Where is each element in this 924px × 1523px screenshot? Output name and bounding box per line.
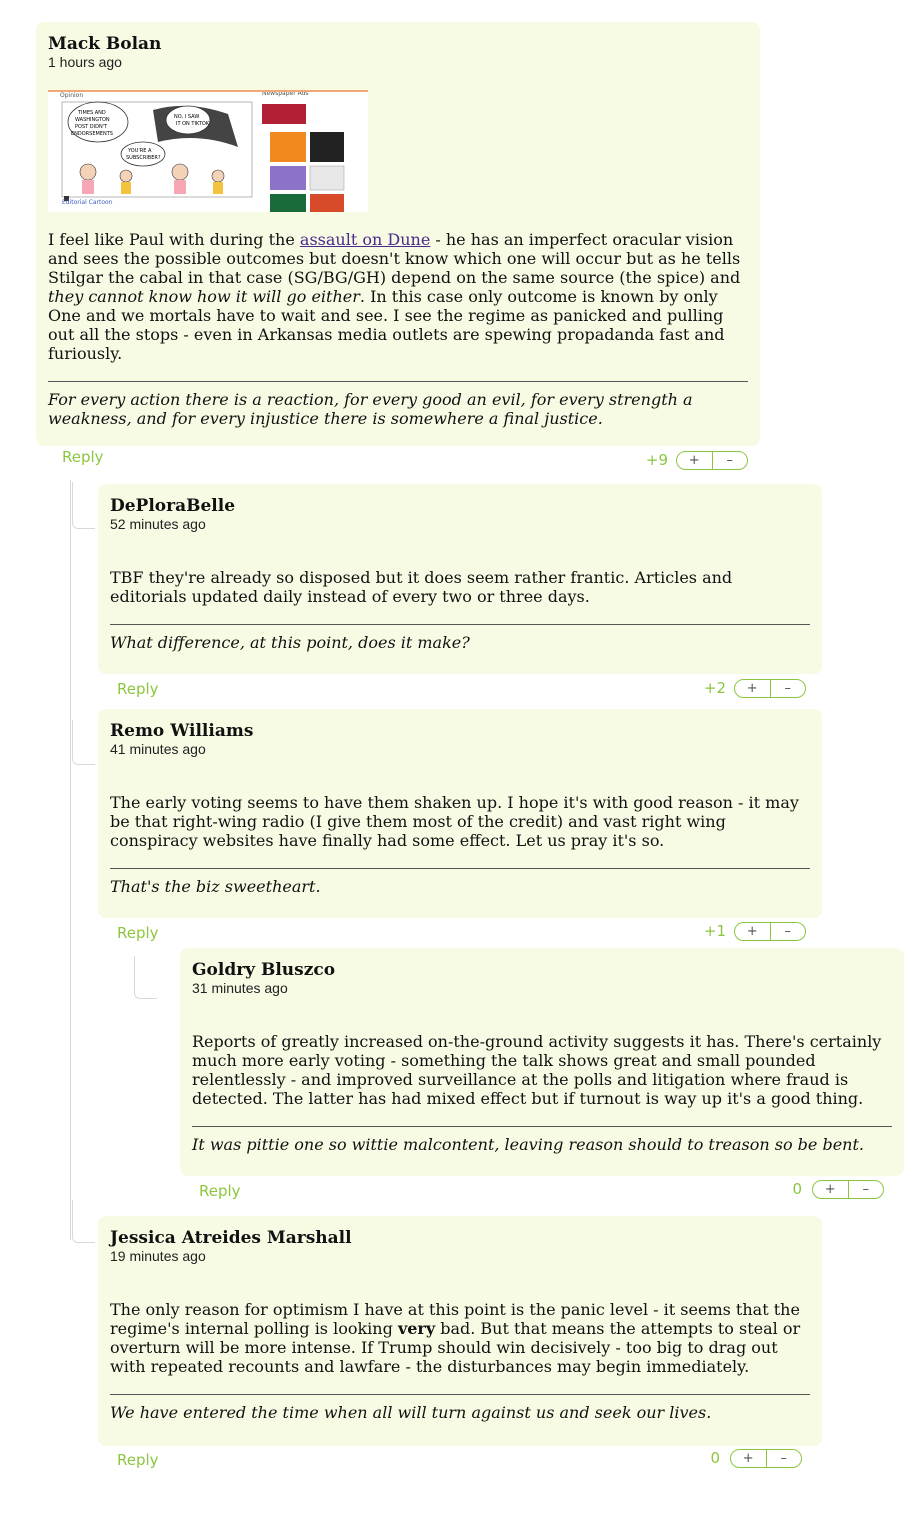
comment-link[interactable]: assault on Dune <box>299 230 431 249</box>
svg-text:YOU'RE A: YOU'RE A <box>128 148 152 154</box>
comment-timestamp: 1 hours ago <box>48 54 122 70</box>
thread-elbow <box>72 1200 95 1243</box>
comment-body: Reports of greatly increased on-the-ground activity suggests it has. There's certainly much more early voting - something the talk shows great and small pounded relentlessly - and improved surveillance at the polls and litigation where fraud is detected. The latter has had mixed effect but if turnout is way up it's a good thing. <box>192 1032 882 1108</box>
upvote-button[interactable]: + <box>688 453 700 468</box>
svg-text:Editorial Cartoon: Editorial Cartoon <box>62 199 113 206</box>
upvote-button[interactable]: + <box>742 1451 754 1466</box>
svg-text:SUBSCRIBER?: SUBSCRIBER? <box>126 155 161 161</box>
vote-controls <box>734 922 806 941</box>
vote-score: +2 <box>703 679 726 697</box>
vote-score: 0 <box>710 1449 720 1467</box>
comment <box>98 709 822 918</box>
comment-body: TBF they're already so disposed but it does seem rather frantic. Articles and editorials updated daily instead of every two or three days. <box>110 568 733 606</box>
svg-text:NO, I SAW: NO, I SAW <box>174 114 200 120</box>
comment-body: The early voting seems to have them shaken up. I hope it's with good reason - it may be that right-wing radio (I give them most of the credit) and vast right wing conspiracy websites have finally had some effect. Let us pray it's so. <box>110 793 799 850</box>
thread-line-main <box>70 480 71 1240</box>
comment-timestamp: 31 minutes ago <box>192 980 288 996</box>
comment <box>36 22 760 446</box>
comment-body: The only reason for optimism I have at this point is the panic level - it seems that the regime's internal polling is looking very bad. But that means the attempts to steal or overturn will be more intense. If Trump should win decisively - too big to drag out with repeated recounts and lawfare - the disturbances may begin immediately. <box>110 1300 801 1376</box>
comment-signature: It was pittie one so wittie malcontent, leaving reason should to treason so be bent. <box>192 1126 892 1154</box>
comment-body: I feel like Paul with during the assault on Dune - he has an imperfect oracular vision and sees the possible outcomes but doesn't know which one will occur but as he tells Stilgar the cabal in that case (SG/BG/GH) depend on the same source (the spice) and they cannot know how it will go either. In this case only outcome is known by only One and we mortals have to wait and see. I see the regime as panicked and pulling out all the stops - even in Arkansas media outlets are spewing propadanda fast and furiously. <box>48 230 741 363</box>
reply-button[interactable]: Reply <box>117 1451 159 1469</box>
comment-author[interactable]: Mack Bolan <box>48 34 162 54</box>
downvote-button[interactable]: – <box>770 680 806 697</box>
cartoon-image <box>48 92 368 212</box>
vote-controls <box>676 451 748 470</box>
reply-button[interactable]: Reply <box>117 680 159 698</box>
downvote-button[interactable]: – <box>766 1450 802 1467</box>
comment-author[interactable]: Goldry Bluszco <box>192 960 336 980</box>
comment-signature: That's the biz sweetheart. <box>110 868 810 896</box>
comment-image[interactable] <box>48 90 368 212</box>
thread-elbow <box>72 482 95 529</box>
comment-signature: We have entered the time when all will turn against us and seek our lives. <box>110 1394 810 1422</box>
comment <box>180 948 904 1176</box>
comment-signature: For every action there is a reaction, for every good an evil, for every strength a weakness, and for every injustice there is somewhere a final justice. <box>48 381 748 428</box>
svg-text:ENDORSEMENTS: ENDORSEMENTS <box>71 131 113 137</box>
vote-controls <box>730 1449 802 1468</box>
comment-author[interactable]: Jessica Atreides Marshall <box>110 1228 352 1248</box>
comment-author[interactable]: Remo Williams <box>110 721 254 741</box>
comment-author[interactable]: DePloraBelle <box>110 496 236 516</box>
vote-controls <box>734 679 806 698</box>
downvote-button[interactable]: – <box>712 452 748 469</box>
svg-text:WASHINGTON: WASHINGTON <box>75 117 110 123</box>
vote-score: +1 <box>703 922 726 940</box>
image-ads-label: Newspaper Ads <box>262 92 309 97</box>
upvote-button[interactable]: + <box>746 681 758 696</box>
reply-button[interactable]: Reply <box>117 924 159 942</box>
comment-timestamp: 19 minutes ago <box>110 1248 206 1264</box>
svg-text:POST DIDN'T: POST DIDN'T <box>75 124 108 130</box>
upvote-button[interactable]: + <box>824 1182 836 1197</box>
comment-signature: What difference, at this point, does it make? <box>110 624 810 652</box>
comment-timestamp: 52 minutes ago <box>110 516 206 532</box>
image-section-label: Opinion <box>60 92 84 99</box>
thread-elbow <box>72 720 95 765</box>
downvote-button[interactable]: – <box>848 1181 884 1198</box>
svg-text:IT ON TIKTOK: IT ON TIKTOK <box>176 121 210 127</box>
reply-button[interactable]: Reply <box>62 448 104 466</box>
vote-controls <box>812 1180 884 1199</box>
downvote-button[interactable]: – <box>770 923 806 940</box>
thread-elbow <box>134 956 157 999</box>
comment-timestamp: 41 minutes ago <box>110 741 206 757</box>
svg-text:TIMES AND: TIMES AND <box>78 110 106 116</box>
upvote-button[interactable]: + <box>746 924 758 939</box>
reply-button[interactable]: Reply <box>199 1182 241 1200</box>
vote-score: 0 <box>792 1180 802 1198</box>
vote-score: +9 <box>645 451 668 469</box>
comment <box>98 484 822 674</box>
comment <box>98 1216 822 1446</box>
